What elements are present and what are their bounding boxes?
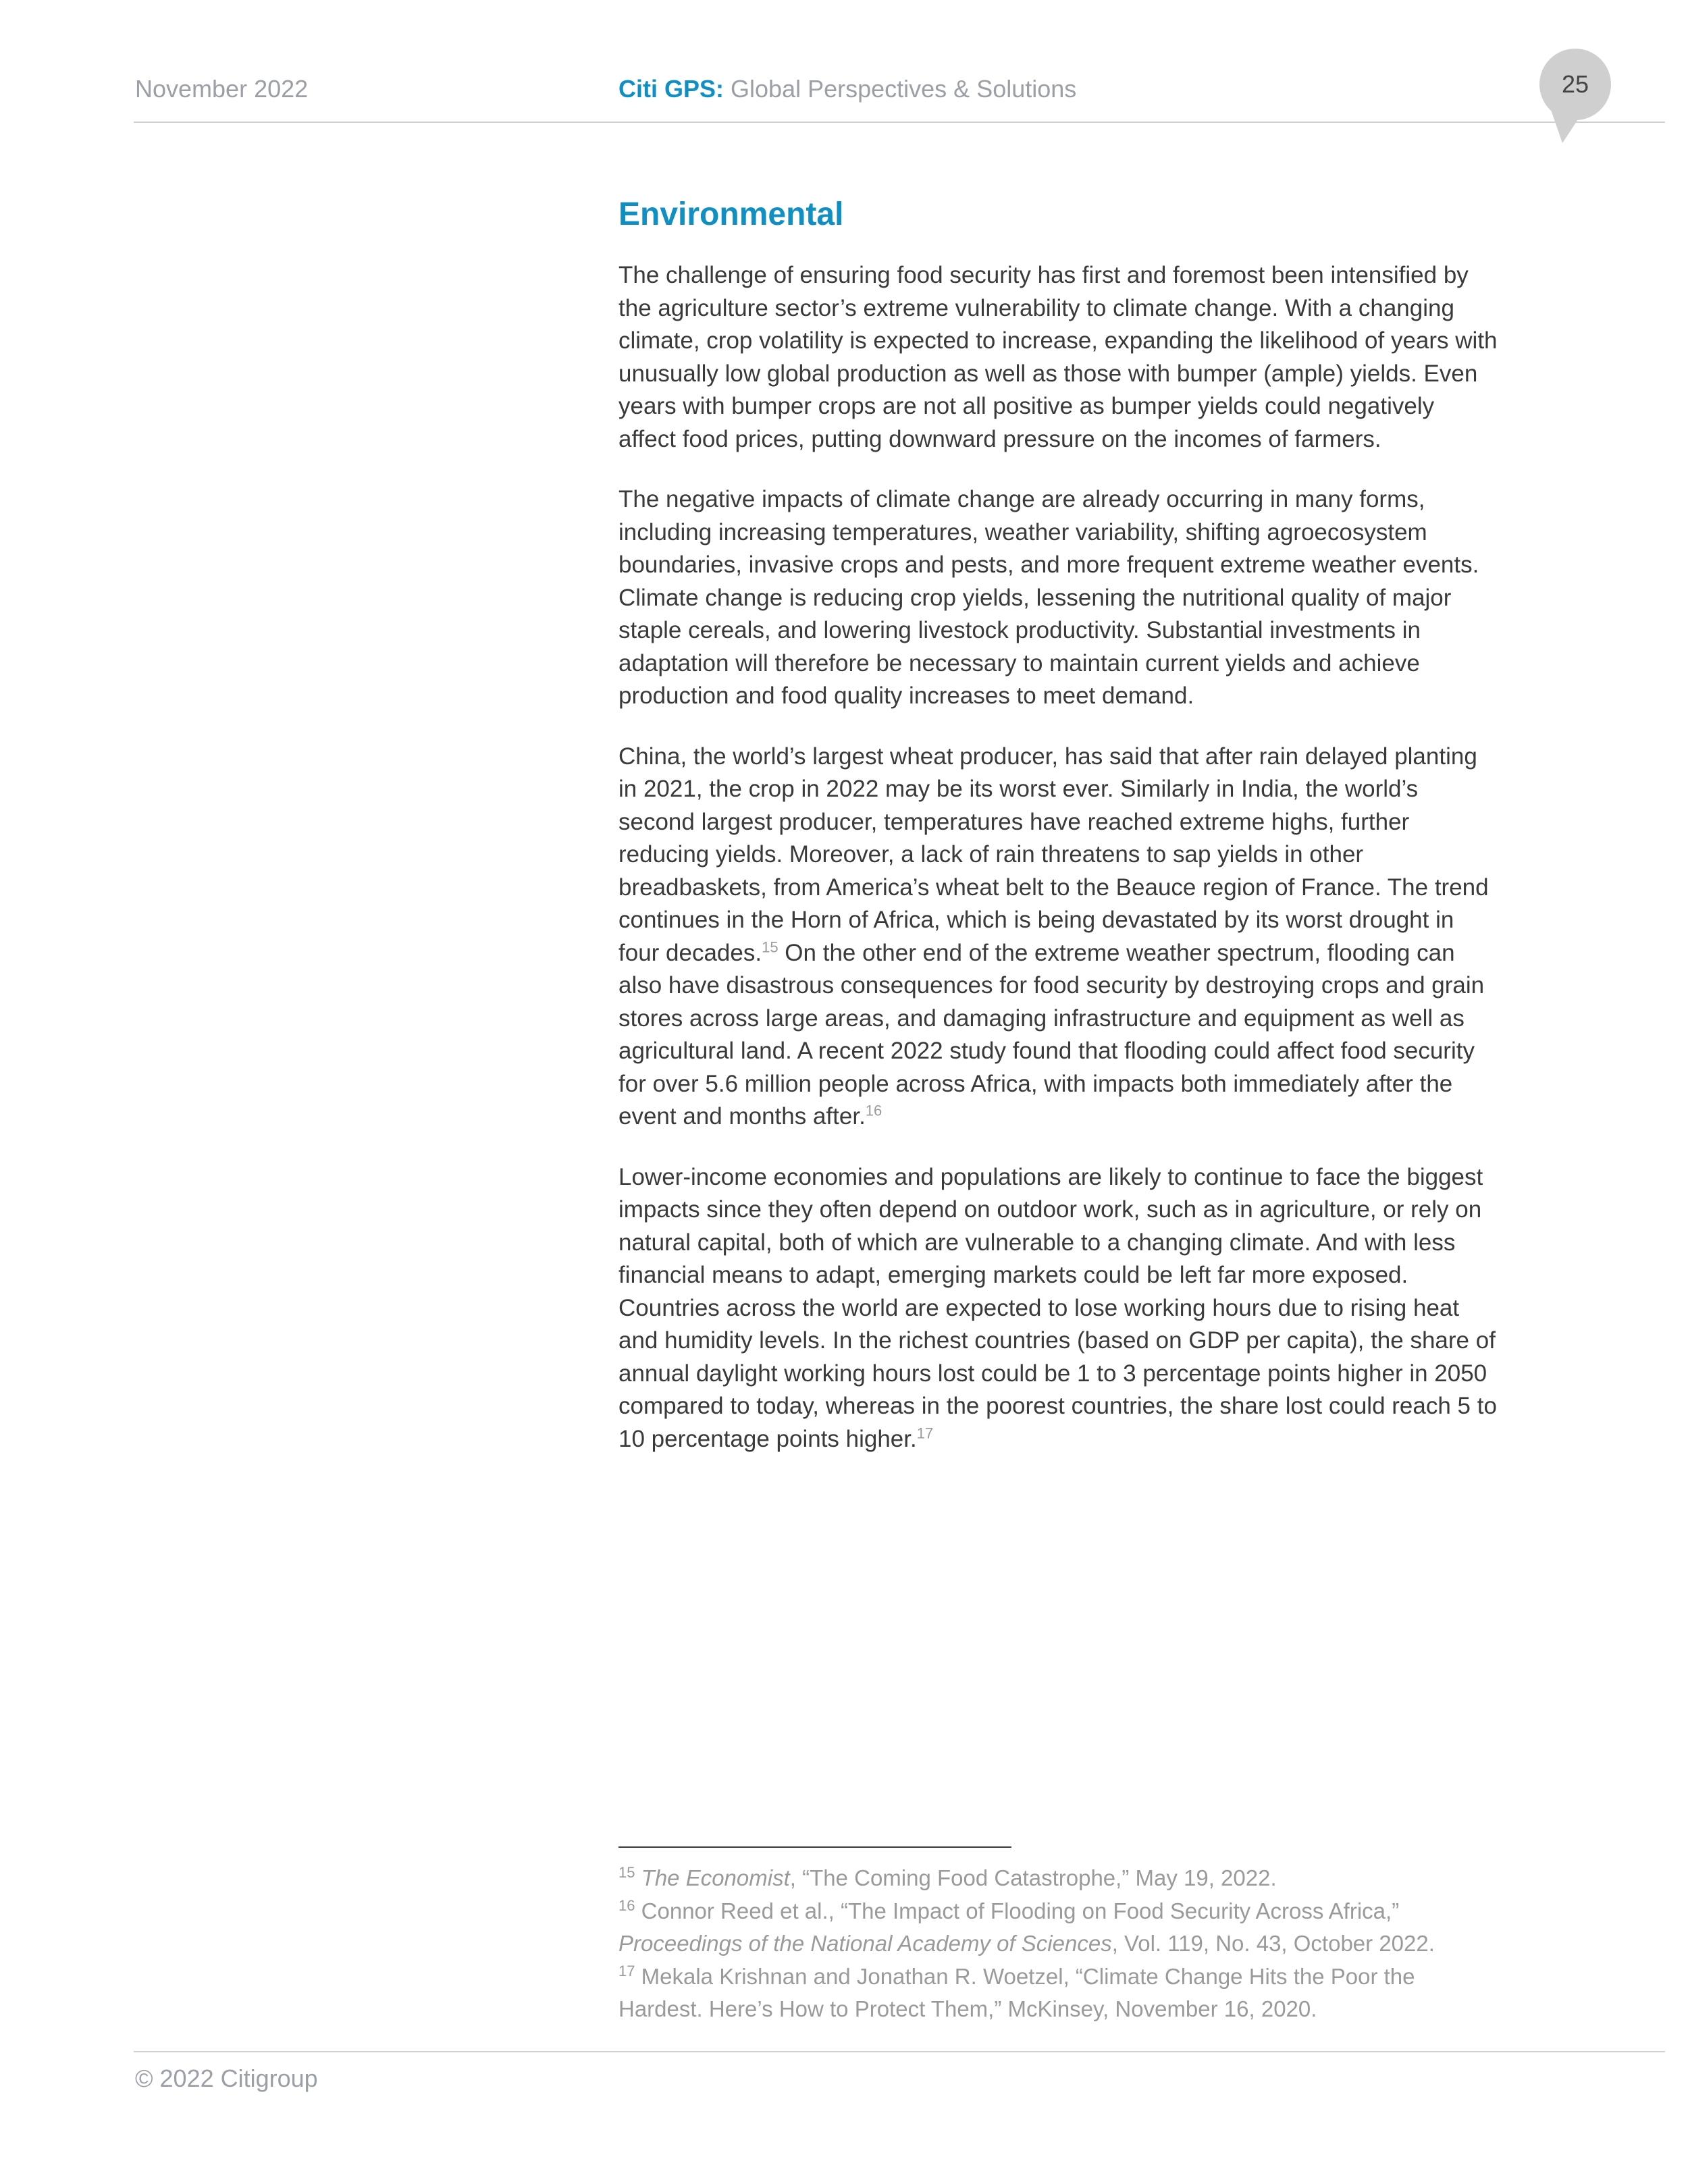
page-number: 25 xyxy=(1561,70,1589,98)
footnote-16-cont xyxy=(618,1927,1435,1961)
text-line: China, the world’s largest wheat producer, has said that after rain delayed planting xyxy=(618,743,1477,770)
text-segment: four decades. xyxy=(618,939,762,966)
page-number-bubble-tail xyxy=(1550,108,1585,143)
text-line: in 2021, the crop in 2022 may be its worst ever. Similarly in India, the world’s xyxy=(618,776,1419,802)
footnote-number: 15 xyxy=(618,1864,635,1881)
header-brand: Citi GPS: xyxy=(618,75,724,103)
text-line: affect food prices, putting downward pressure on the incomes of farmers. xyxy=(618,425,1381,452)
text-line: compared to today, whereas in the poorest countries, the share lost could reach 5 to xyxy=(618,1393,1497,1419)
footnote-text: Connor Reed et al., “The Impact of Flooding on Food Security Across Africa,” xyxy=(635,1898,1400,1923)
text-line: climate, crop volatility is expected to increase, expanding the likelihood of years with xyxy=(618,327,1498,354)
text-segment: event and months after. xyxy=(618,1103,866,1129)
text-line: The negative impacts of climate change are already occurring in many forms, xyxy=(618,486,1425,512)
header-date: November 2022 xyxy=(135,75,309,103)
text-line: agricultural land. A recent 2022 study found that flooding could affect food security xyxy=(618,1038,1475,1064)
text-line xyxy=(618,1423,1540,1456)
footnote-17-cont: Hardest. Here’s How to Protect Them,” McKinsey, November 16, 2020. xyxy=(618,1996,1317,2021)
paragraph-3 xyxy=(618,741,1540,1134)
text-segment: 10 percentage points higher. xyxy=(618,1425,917,1452)
footnote-text: Mekala Krishnan and Jonathan R. Woetzel, “Climate Change Hits the Poor the xyxy=(635,1963,1415,1989)
text-line: boundaries, invasive crops and pests, and more frequent extreme weather events. xyxy=(618,552,1479,578)
text-line: natural capital, both of which are vulnerable to a changing climate. And with less xyxy=(618,1229,1456,1256)
header-subtitle: Global Perspectives & Solutions xyxy=(731,75,1077,103)
text-line: reducing yields. Moreover, a lack of rain threatens to sap yields in other xyxy=(618,841,1364,868)
text-line: impacts since they often depend on outdoor work, such as in agriculture, or rely on xyxy=(618,1196,1482,1223)
text-line xyxy=(618,937,1540,970)
text-segment: On the other end of the extreme weather spectrum, flooding can xyxy=(778,939,1455,966)
text-line: Countries across the world are expected to lose working hours due to rising heat xyxy=(618,1294,1460,1321)
section-heading: Environmental xyxy=(618,196,844,232)
copyright: © 2022 Citigroup xyxy=(135,2065,318,2092)
body-text xyxy=(618,259,1540,1483)
text-line: financial means to adapt, emerging markets could be left far more exposed. xyxy=(618,1262,1408,1288)
footnote-text: , Vol. 119, No. 43, October 2022. xyxy=(1111,1931,1435,1956)
text-line xyxy=(618,1100,1540,1134)
footnote-number: 17 xyxy=(618,1962,635,1979)
footnote-ref-17: 17 xyxy=(916,1424,934,1441)
text-line: Climate change is reducing crop yields, lessening the nutritional quality of major xyxy=(618,584,1452,611)
text-line: unusually low global production as well as those with bumper (ample) yields. Even xyxy=(618,360,1478,387)
footnote-divider xyxy=(618,1846,1011,1848)
text-line: breadbaskets, from America’s wheat belt to the Beauce region of France. The trend xyxy=(618,874,1489,901)
footnote-ref-16: 16 xyxy=(865,1102,882,1119)
footnote-source: Proceedings of the National Academy of Sciences xyxy=(618,1931,1112,1956)
footnote-17 xyxy=(618,1961,1435,1994)
text-line: Lower-income economies and populations are likely to continue to face the biggest xyxy=(618,1163,1483,1190)
footnote-16 xyxy=(618,1895,1435,1928)
paragraph-4 xyxy=(618,1161,1540,1456)
text-line: annual daylight working hours lost could be 1 to 3 percentage points higher in 2050 xyxy=(618,1360,1487,1387)
text-line: the agriculture sector’s extreme vulnerability to climate change. With a changing xyxy=(618,294,1454,321)
text-line: production and food quality increases to meet demand. xyxy=(618,683,1194,709)
text-line: continues in the Horn of Africa, which is being devastated by its worst drought in xyxy=(618,907,1454,933)
footnote-number: 16 xyxy=(618,1896,635,1914)
header-divider xyxy=(134,122,1665,123)
text-line: stores across large areas, and damaging infrastructure and equipment as well as xyxy=(618,1005,1465,1032)
text-line: years with bumper crops are not all positive as bumper yields could negatively xyxy=(618,393,1435,419)
text-line: for over 5.6 million people across Africa, with impacts both immediately after the xyxy=(618,1070,1453,1097)
text-line: including increasing temperatures, weather variability, shifting agroecosystem xyxy=(618,518,1427,545)
text-line: and humidity levels. In the richest countries (based on GDP per capita), the share of xyxy=(618,1327,1496,1354)
paragraph-2 xyxy=(618,483,1540,713)
footnote-15 xyxy=(618,1862,1435,1895)
footnote-ref-15: 15 xyxy=(762,938,779,955)
text-line: adaptation will therefore be necessary to maintain current yields and achieve xyxy=(618,649,1420,676)
header-title xyxy=(618,77,1076,101)
footer-divider xyxy=(134,2051,1665,2052)
text-line: also have disastrous consequences for food security by destroying crops and grain xyxy=(618,972,1485,998)
paragraph-1 xyxy=(618,259,1540,456)
text-line: second largest producer, temperatures have reached extreme highs, further xyxy=(618,808,1410,835)
text-line: The challenge of ensuring food security has first and foremost been intensified by xyxy=(618,262,1469,288)
text-line: staple cereals, and lowering livestock productivity. Substantial investments in xyxy=(618,617,1421,643)
footnote-source: The Economist xyxy=(641,1865,790,1890)
footnote-text: , “The Coming Food Catastrophe,” May 19, 2022. xyxy=(789,1865,1277,1890)
footnotes xyxy=(618,1862,1435,2026)
